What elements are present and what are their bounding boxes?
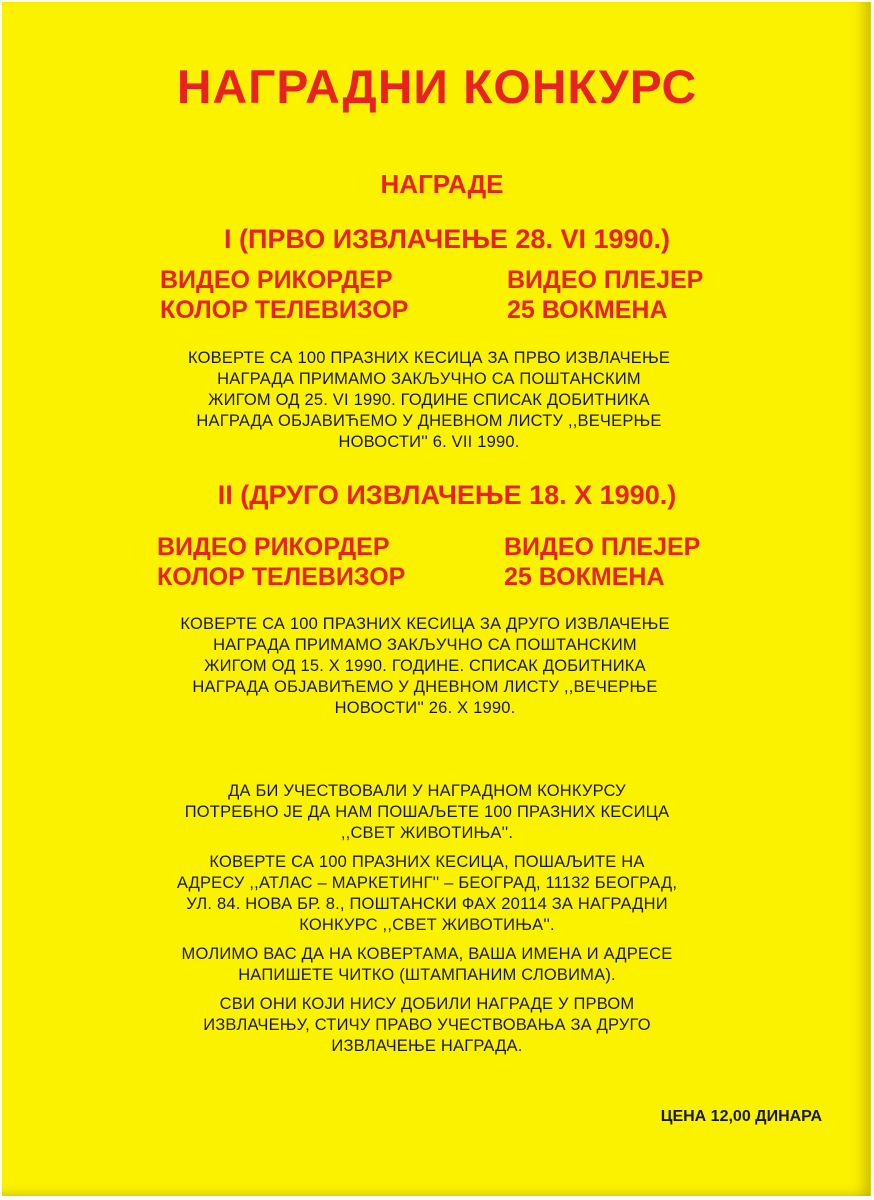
round1-heading: I (ПРВО ИЗВЛАЧЕЊЕ 28. VI 1990.) <box>223 224 671 254</box>
page-title: НАГРАДНИ КОНКУРС <box>176 60 698 113</box>
price-label: ЦЕНА 12,00 ДИНАРА <box>660 1108 822 1125</box>
prizes-subtitle: НАГРАДЕ <box>380 169 504 199</box>
instructions-legibility: МОЛИМО ВАС ДА НА КОВЕРТАМА, ВАША ИМЕНА И АДРЕСЕ НАПИШЕТЕ ЧИТКО (ШТАМПАНИМ СЛОВИМА). <box>181 945 673 984</box>
instructions-mailing-address: КОВЕРТЕ СА 100 ПРАЗНИХ КЕСИЦА, ПОШАЉИТЕ НА АДРЕСУ ,,АТЛАС – МАРКЕТИНГ'' – БЕОГРАД, 11132 БЕОГРАД, УЛ. 84. НОВА БР. 8., ПОШТАНСКИ ФАХ 20114 ЗА НАГРАДНИ КОНКУРС ,,СВЕТ ЖИВОТИЊА''. <box>176 853 678 934</box>
round1-prize-color-tv: КОЛОР ТЕЛЕВИЗОР <box>160 296 409 324</box>
round2-description: КОВЕРТЕ СА 100 ПРАЗНИХ КЕСИЦА ЗА ДРУГО ИЗВЛАЧЕЊЕ НАГРАДА ПРИМАМО ЗАКЉУЧНО СА ПОШТАНСКИМ ЖИГОМ ОД 15. X 1990. ГОДИНЕ. СПИСАК ДОБИТНИКА НАГРАДА ОБЈАВИЋЕМО У ДНЕВНОМ ЛИСТУ ,,ВЕЧЕРЊЕ НОВОСТИ'' 26. X 1990. <box>180 615 670 717</box>
instructions-second-draw: СВИ ОНИ КОЈИ НИСУ ДОБИЛИ НАГРАДЕ У ПРВОМ ИЗВЛАЧЕЊУ, СТИЧУ ПРАВО УЧЕСТВОВАЊА ЗА ДРУГО ИЗВЛАЧЕЊЕ НАГРАДА. <box>203 995 651 1055</box>
round2-prize-color-tv: КОЛОР ТЕЛЕВИЗОР <box>157 563 406 591</box>
round2-prize-video-recorder: ВИДЕО РИКОРДЕР <box>157 533 390 561</box>
round2-prize-video-player: ВИДЕО ПЛЕЈЕР <box>504 533 701 561</box>
instructions-participation: ДА БИ УЧЕСТВОВАЛИ У НАГРАДНОМ КОНКУРСУ ПОТРЕБНО ЈЕ ДА НАМ ПОШАЉЕТЕ 100 ПРАЗНИХ КЕСИЦА ,,СВЕТ ЖИВОТИЊА''. <box>184 782 670 842</box>
round1-prize-video-player: ВИДЕО ПЛЕЈЕР <box>507 266 704 294</box>
round1-prize-video-recorder: ВИДЕО РИКОРДЕР <box>160 266 393 294</box>
round2-prize-walkmans: 25 ВОКМЕНА <box>504 563 665 591</box>
round2-heading: II (ДРУГО ИЗВЛАЧЕЊЕ 18. X 1990.) <box>217 480 677 510</box>
round1-description: КОВЕРТЕ СА 100 ПРАЗНИХ КЕСИЦА ЗА ПРВО ИЗВЛАЧЕЊЕ НАГРАДА ПРИМАМО ЗАКЉУЧНО СА ПОШТАНСКИМ ЖИГОМ ОД 25. VI 1990. ГОДИНЕ СПИСАК ДОБИТНИКА НАГРАДА ОБЈАВИЋЕМО У ДНЕВНОМ ЛИСТУ ,,ВЕЧЕРЊЕ НОВОСТИ'' 6. VII 1990. <box>187 349 671 451</box>
round1-prize-walkmans: 25 ВОКМЕНА <box>507 296 668 324</box>
